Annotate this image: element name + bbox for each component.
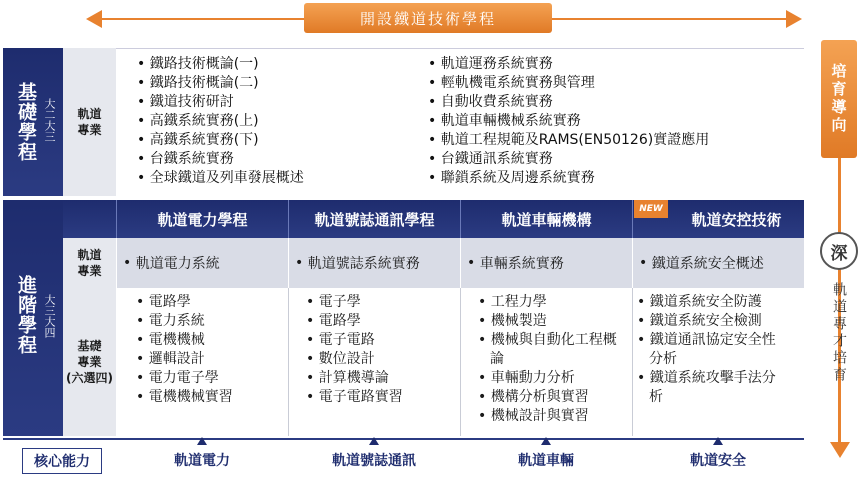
basic-program-years: 大二大三 (43, 98, 56, 142)
list-item: • 軌道運務系統實務 (428, 55, 709, 74)
list-item: • 機械製造 (478, 312, 628, 331)
up-triangle-icon (369, 437, 379, 445)
column-divider (632, 288, 633, 436)
core-signal: 軌道號誌通訊 (332, 453, 416, 469)
list-item: • 台鐵通訊系統實務 (428, 150, 709, 169)
list-item: • 鐵道系統安全檢測 (637, 312, 787, 331)
list-item: • 電力電子學 (136, 369, 286, 388)
list-item: • 工程力學 (478, 293, 628, 312)
track-security: • 鐵道系統安全概述 (632, 238, 804, 288)
advanced-program-block (3, 200, 63, 436)
list-item: • 電子電路實習 (306, 388, 456, 407)
advanced-basic-label: 基礎 專業 (六選四) (63, 288, 116, 436)
up-triangle-icon (197, 437, 207, 445)
core-security: 軌道安全 (690, 453, 746, 469)
advanced-program-years: 大三大四 (43, 294, 56, 338)
track-power: • 軌道電力系統 (116, 238, 288, 288)
up-triangle-icon (541, 437, 551, 445)
list-item: • 全球鐵道及列車發展概述 (137, 169, 304, 188)
left-arrow-icon (86, 10, 102, 28)
new-badge: NEW (634, 200, 668, 218)
track-signal-text: 軌道號誌系統實務 (307, 256, 420, 272)
list-item: • 車輛動力分析 (478, 369, 628, 388)
list-item: • 台鐵系統實務 (137, 150, 304, 169)
list-item: • 電路學 (306, 312, 456, 331)
power-courses (136, 293, 286, 407)
list-item: • 高鐵系統實務(上) (137, 112, 304, 131)
list-item: • 電機機械 (136, 331, 286, 350)
header-signal: 軌道號誌通訊學程 (288, 200, 460, 238)
track-vehicle-text: 車輛系統實務 (479, 256, 564, 272)
basic-program-title: 基礎學程 (15, 82, 37, 162)
right-arrow-icon (786, 10, 802, 28)
list-item: • 鐵道通訊協定安全性分析 (637, 331, 787, 369)
list-item: • 鐵道系統攻擊手法分析 (637, 369, 787, 407)
list-item: • 鐵道系統安全防護 (637, 293, 787, 312)
basic-program-block (3, 48, 63, 196)
list-item: • 電機機械實習 (136, 388, 286, 407)
basic-courses-right (428, 55, 709, 188)
core-divider (3, 438, 804, 440)
deep-circle: 深 (820, 232, 858, 270)
list-item: • 自動收費系統實務 (428, 93, 709, 112)
list-item: • 鐵道技術研討 (137, 93, 304, 112)
track-power-text: 軌道電力系統 (135, 256, 220, 272)
list-item: • 電子學 (306, 293, 456, 312)
core-vehicle: 軌道車輛 (518, 453, 574, 469)
list-item: • 數位設計 (306, 350, 456, 369)
core-power: 軌道電力 (174, 453, 230, 469)
deep-text: 軌道專才培育 (831, 282, 847, 384)
orientation-label: 培育導向 (821, 40, 857, 158)
list-item: • 高鐵系統實務(下) (137, 131, 304, 150)
list-item: • 軌道車輛機械系統實務 (428, 112, 709, 131)
track-signal: • 軌道號誌系統實務 (288, 238, 460, 288)
security-courses (637, 293, 787, 407)
down-arrow-icon (830, 442, 850, 458)
column-divider (460, 288, 461, 436)
list-item: • 機構分析與實習 (478, 388, 628, 407)
list-item: • 機械與自動化工程概論 (478, 331, 628, 369)
list-item: • 電力系統 (136, 312, 286, 331)
vehicle-courses (478, 293, 628, 426)
signal-courses (306, 293, 456, 407)
core-ability-label: 核心能力 (22, 448, 102, 474)
list-item: • 鐵路技術概論(一) (137, 55, 304, 74)
list-item: • 輕軌機電系統實務與管理 (428, 74, 709, 93)
up-triangle-icon (713, 437, 723, 445)
header-power: 軌道電力學程 (116, 200, 288, 238)
column-divider (288, 288, 289, 436)
list-item: • 電路學 (136, 293, 286, 312)
advanced-track-label: 軌道 專業 (63, 238, 116, 288)
basic-courses-left (137, 55, 304, 188)
track-security-text: 鐵道系統安全概述 (651, 256, 764, 272)
list-item: • 電子電路 (306, 331, 456, 350)
list-item: • 鐵路技術概論(二) (137, 74, 304, 93)
list-item: • 聯鎖系統及周邊系統實務 (428, 169, 709, 188)
list-item: • 邏輯設計 (136, 350, 286, 369)
list-item: • 軌道工程規範及RAMS(EN50126)實證應用 (428, 131, 709, 150)
program-banner: 開設鐵道技術學程 (304, 3, 552, 33)
header-security: 軌道安控技術 (632, 200, 804, 238)
track-vehicle: • 車輛系統實務 (460, 238, 632, 288)
list-item: • 機械設計與實習 (478, 407, 628, 426)
basic-track-label: 軌道 專業 (63, 48, 116, 196)
list-item: • 計算機導論 (306, 369, 456, 388)
header-vehicle: 軌道車輛機構 (460, 200, 632, 238)
advanced-program-title: 進階學程 (15, 275, 37, 355)
